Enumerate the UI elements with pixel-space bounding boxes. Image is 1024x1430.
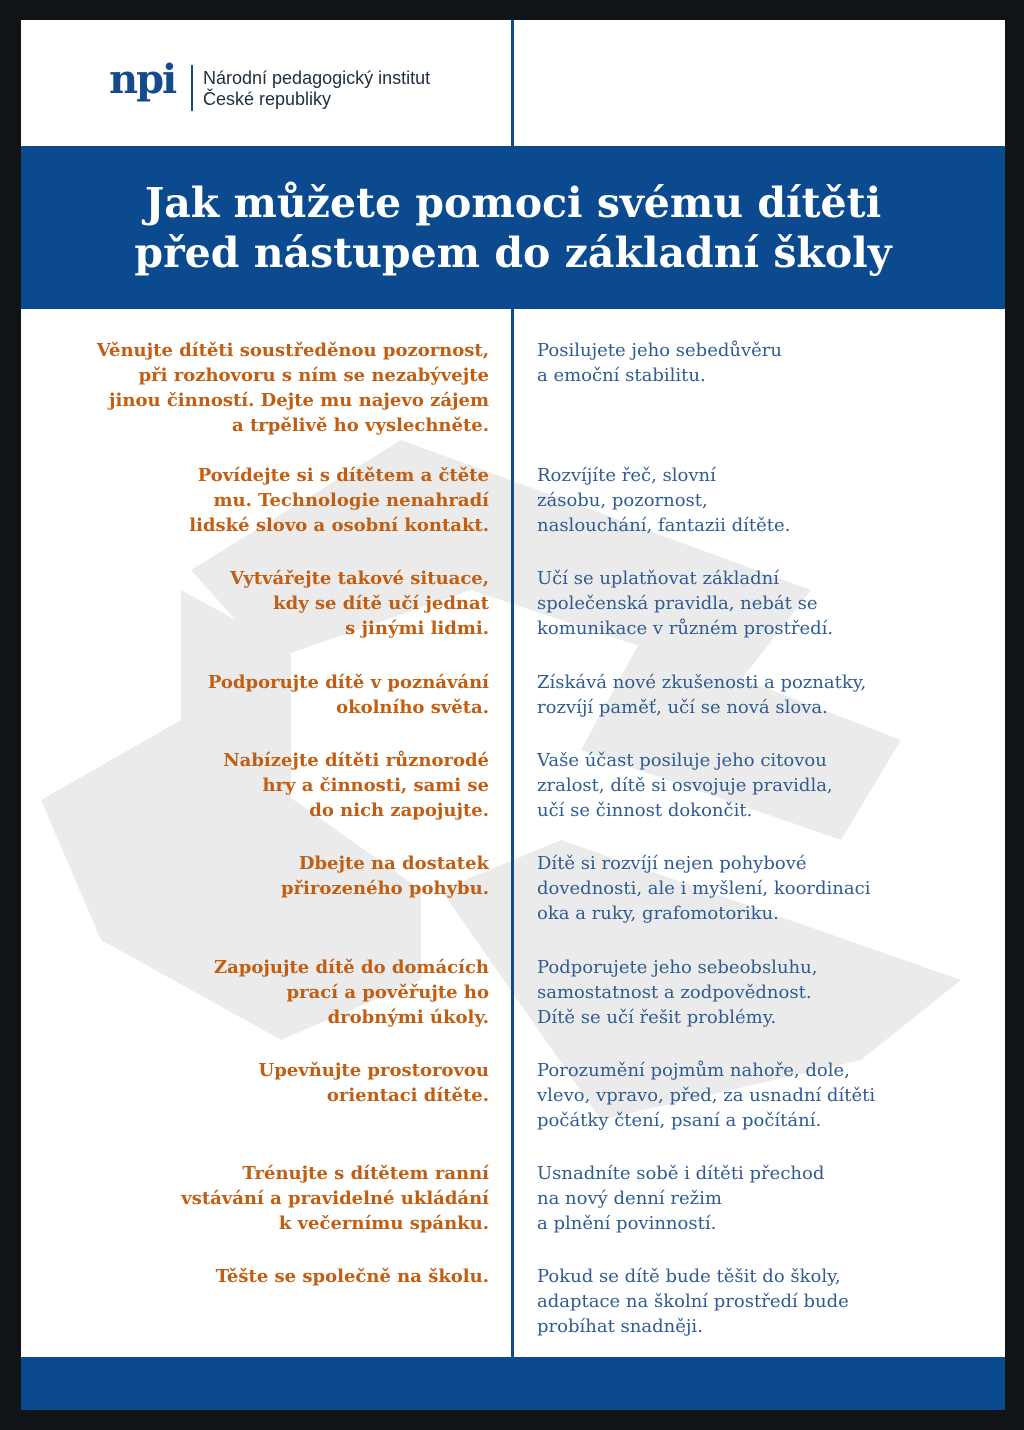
benefit-line: dovednosti, ale i myšlení, koordinaci bbox=[537, 878, 871, 899]
benefit-line: Usnadníte sobě i dítěti přechod bbox=[537, 1163, 825, 1184]
advice-line: hry a činnosti, sami se bbox=[262, 775, 489, 796]
organization-name-line2: České republiky bbox=[203, 89, 332, 109]
advice-line: při rozhovoru s ním se nezabývejte bbox=[138, 365, 489, 386]
benefit-text bbox=[537, 1058, 977, 1133]
benefit-line: rozvíjí paměť, učí se nová slova. bbox=[537, 697, 828, 718]
organization-name bbox=[203, 68, 430, 110]
advice-line: do nich zapojujte. bbox=[309, 800, 489, 821]
organization-name-line1: Národní pedagogický institut bbox=[203, 68, 431, 88]
benefit-line: učí se činnost dokončit. bbox=[537, 800, 753, 821]
advice-line: kdy se dítě učí jednat bbox=[273, 593, 489, 614]
advice-text bbox=[69, 748, 489, 823]
benefit-line: probíhat snadněji. bbox=[537, 1316, 703, 1337]
benefit-line: Podporujete jeho sebeobsluhu, bbox=[537, 957, 818, 978]
advice-line: drobnými úkoly. bbox=[327, 1007, 489, 1028]
advice-text bbox=[69, 566, 489, 641]
poster-title-line2: před nástupem do základní školy bbox=[134, 229, 892, 277]
benefit-line: na nový denní režim bbox=[537, 1188, 722, 1209]
logo-separator bbox=[191, 65, 193, 111]
advice-line: s jinými lidmi. bbox=[345, 618, 489, 639]
benefit-line: komunikace v různém prostředí. bbox=[537, 618, 834, 639]
advice-text bbox=[69, 955, 489, 1030]
benefit-line: Dítě si rozvíjí nejen pohybové bbox=[537, 853, 807, 874]
advice-line: Dbejte na dostatek bbox=[298, 853, 489, 874]
advice-line: jinou činností. Dejte mu najevo zájem bbox=[109, 390, 489, 411]
advice-text bbox=[69, 463, 489, 538]
advice-line: Zapojujte dítě do domácích bbox=[213, 957, 489, 978]
footer-band bbox=[21, 1357, 1005, 1410]
poster-title-line1: Jak můžete pomoci svému dítěti bbox=[144, 179, 882, 227]
advice-line: a trpělivě ho vyslechněte. bbox=[232, 415, 489, 436]
benefit-text bbox=[537, 851, 977, 926]
advice-text bbox=[69, 1161, 489, 1236]
benefit-line: vlevo, vpravo, před, za usnadní dítěti bbox=[537, 1085, 876, 1106]
advice-line: Trénujte s dítětem ranní bbox=[242, 1163, 489, 1184]
benefit-line: zralost, dítě si osvojuje pravidla, bbox=[537, 775, 833, 796]
benefit-text bbox=[537, 1161, 977, 1236]
benefit-line: společenská pravidla, nebát se bbox=[537, 593, 818, 614]
benefit-line: Porozumění pojmům nahoře, dole, bbox=[537, 1060, 850, 1081]
benefit-text bbox=[537, 463, 977, 538]
advice-line: mu. Technologie nenahradí bbox=[213, 490, 489, 511]
benefit-line: Dítě se učí řešit problémy. bbox=[537, 1007, 777, 1028]
benefit-line: Rozvíjíte řeč, slovní bbox=[537, 465, 716, 486]
poster-title bbox=[21, 178, 1005, 278]
npi-logo: npi bbox=[109, 56, 176, 103]
benefit-line: Učí se uplatňovat základní bbox=[537, 568, 779, 589]
advice-text bbox=[69, 1058, 489, 1108]
advice-line: Vytvářejte takové situace, bbox=[230, 568, 489, 589]
advice-text bbox=[69, 338, 489, 438]
advice-line: k večernímu spánku. bbox=[278, 1213, 489, 1234]
benefit-line: adaptace na školní prostředí bude bbox=[537, 1291, 849, 1312]
benefit-text bbox=[537, 748, 977, 823]
advice-line: Věnujte dítěti soustředěnou pozornost, bbox=[96, 340, 489, 361]
benefit-line: naslouchání, fantazii dítěte. bbox=[537, 515, 791, 536]
benefit-line: Vaše účast posiluje jeho citovou bbox=[537, 750, 827, 771]
benefit-text bbox=[537, 566, 977, 641]
advice-line: orientaci dítěte. bbox=[326, 1085, 489, 1106]
poster bbox=[21, 20, 1005, 1410]
benefit-text bbox=[537, 1264, 977, 1339]
advice-line: Upevňujte prostorovou bbox=[258, 1060, 489, 1081]
advice-line: prací a pověřujte ho bbox=[286, 982, 489, 1003]
advice-line: Nabízejte dítěti různorodé bbox=[223, 750, 489, 771]
advice-text bbox=[69, 1264, 489, 1289]
benefit-line: zásobu, pozornost, bbox=[537, 490, 708, 511]
benefit-text bbox=[537, 670, 977, 720]
benefit-line: a plnění povinností. bbox=[537, 1213, 717, 1234]
advice-line: vstávání a pravidelné ukládání bbox=[181, 1188, 489, 1209]
benefit-text bbox=[537, 338, 977, 388]
advice-line: Povídejte si s dítětem a čtěte bbox=[197, 465, 489, 486]
benefit-line: samostatnost a zodpovědnost. bbox=[537, 982, 812, 1003]
benefit-line: Pokud se dítě bude těšit do školy, bbox=[537, 1266, 841, 1287]
advice-line: Těšte se společně na školu. bbox=[215, 1266, 489, 1287]
benefit-line: počátky čtení, psaní a počítání. bbox=[537, 1110, 822, 1131]
benefit-line: Získává nové zkušenosti a poznatky, bbox=[537, 672, 867, 693]
benefit-line: a emoční stabilitu. bbox=[537, 365, 706, 386]
benefit-text bbox=[537, 955, 977, 1030]
advice-text bbox=[69, 851, 489, 901]
benefit-line: oka a ruky, grafomotoriku. bbox=[537, 903, 779, 924]
advice-line: lidské slovo a osobní kontakt. bbox=[189, 515, 489, 536]
title-band bbox=[21, 146, 1005, 309]
benefit-line: Posilujete jeho sebedůvěru bbox=[537, 340, 782, 361]
advice-line: přirozeného pohybu. bbox=[280, 878, 489, 899]
advice-line: Podporujte dítě v poznávání bbox=[207, 672, 489, 693]
advice-line: okolního světa. bbox=[336, 697, 489, 718]
advice-text bbox=[69, 670, 489, 720]
